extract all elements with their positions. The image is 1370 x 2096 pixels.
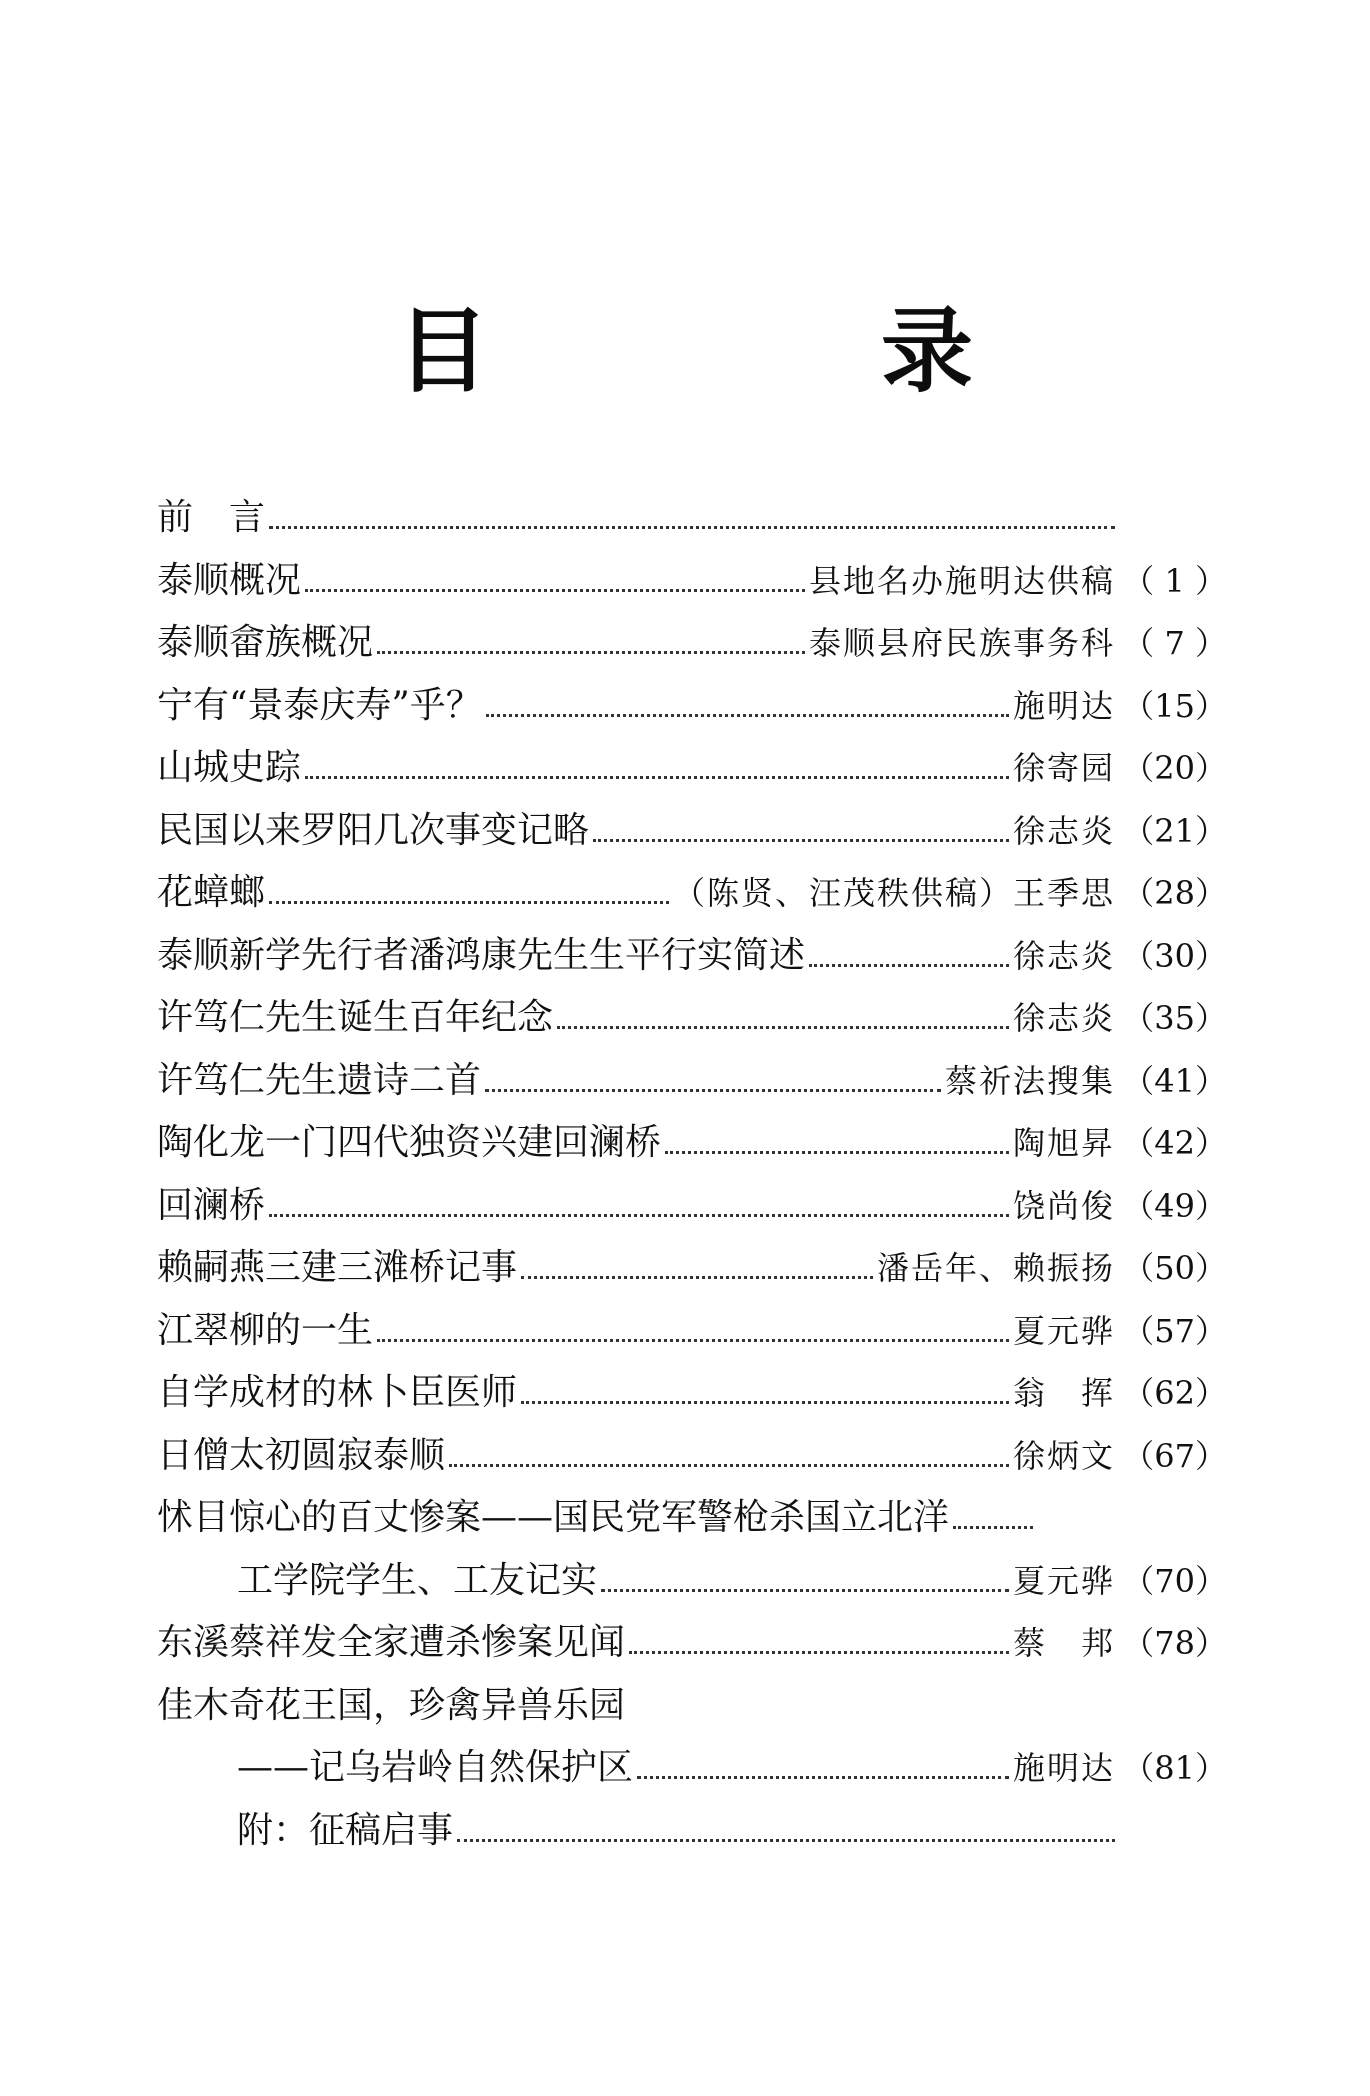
toc-entry-page: （30） bbox=[1122, 936, 1227, 975]
toc-entry-title: 回澜桥 bbox=[157, 1184, 266, 1226]
dot-leader bbox=[305, 776, 1009, 779]
toc-entry-title: 陶化龙一门四代独资兴建回澜桥 bbox=[157, 1122, 662, 1163]
dot-leader bbox=[665, 1151, 1009, 1154]
toc-entry-page: （15） bbox=[1122, 686, 1227, 725]
toc-entry-author: 蔡 邦 bbox=[1012, 1624, 1115, 1662]
toc-entry bbox=[157, 1237, 1227, 1300]
toc-entry-page: （42） bbox=[1122, 1124, 1227, 1162]
dot-leader bbox=[593, 839, 1009, 842]
toc-entry-page: （50） bbox=[1122, 1249, 1227, 1287]
toc-entry-page: （49） bbox=[1122, 1186, 1227, 1225]
toc-entry bbox=[157, 1737, 1227, 1800]
dot-leader bbox=[601, 1589, 1009, 1592]
toc-entry bbox=[157, 925, 1227, 988]
toc-entry-page: （57） bbox=[1122, 1311, 1227, 1350]
dot-leader bbox=[637, 1776, 1009, 1779]
dot-leader bbox=[449, 1464, 1009, 1467]
toc-entry-page: （41） bbox=[1122, 1061, 1227, 1100]
dot-leader bbox=[269, 901, 669, 904]
toc-entry bbox=[157, 675, 1227, 738]
toc-entry-title: 自学成材的林卜臣医师 bbox=[157, 1372, 518, 1413]
toc-entry-author: 饶尚俊 bbox=[1012, 1186, 1115, 1225]
toc-entry bbox=[157, 550, 1227, 613]
toc-entry-author: 夏元骅 bbox=[1012, 1311, 1115, 1350]
toc-entry bbox=[157, 1487, 1227, 1550]
toc-entry-author: 徐志炎 bbox=[1012, 999, 1115, 1037]
toc-entry-author: 泰顺县府民族事务科 bbox=[808, 624, 1115, 662]
toc-entry-title: 泰顺新学先行者潘鸿康先生生平行实简述 bbox=[157, 934, 806, 976]
toc-entry-page: （70） bbox=[1122, 1561, 1227, 1600]
toc-entry-author: 徐炳文 bbox=[1012, 1436, 1115, 1475]
toc-entry-author: （陈贤、汪茂秩供稿）王季思 bbox=[672, 874, 1115, 912]
toc-entry bbox=[157, 1050, 1227, 1113]
toc-entry bbox=[157, 1800, 1227, 1863]
dot-leader bbox=[377, 651, 805, 654]
toc-entry bbox=[157, 1300, 1227, 1363]
toc-entry-author: 夏元骅 bbox=[1012, 1561, 1115, 1600]
toc-entry bbox=[157, 1362, 1227, 1425]
toc-entry bbox=[157, 1612, 1227, 1675]
dot-leader bbox=[457, 1839, 1115, 1842]
table-of-contents bbox=[157, 487, 1227, 1862]
toc-entry-page: （67） bbox=[1122, 1436, 1227, 1475]
toc-entry-title: 日僧太初圆寂泰顺 bbox=[157, 1434, 446, 1476]
toc-entry bbox=[157, 1675, 1227, 1738]
toc-entry-author: 徐寄园 bbox=[1012, 749, 1115, 787]
toc-entry bbox=[157, 987, 1227, 1050]
toc-entry-author: 徐志炎 bbox=[1012, 811, 1115, 850]
dot-leader bbox=[269, 1214, 1009, 1217]
toc-entry-title: 山城史踪 bbox=[157, 747, 302, 788]
toc-entry bbox=[157, 1112, 1227, 1175]
toc-entry bbox=[157, 862, 1227, 925]
toc-entry-author: 徐志炎 bbox=[1012, 936, 1115, 975]
dot-leader bbox=[521, 1401, 1009, 1404]
toc-entry-title: 怵目惊心的百丈惨案——国民党军警枪杀国立北洋 bbox=[157, 1497, 950, 1538]
toc-entry-author: 翁 挥 bbox=[1012, 1374, 1115, 1412]
dot-leader bbox=[485, 1089, 941, 1092]
toc-entry-page: （78） bbox=[1122, 1624, 1227, 1662]
dot-leader bbox=[377, 1339, 1009, 1342]
toc-entry-title: 许笃仁先生诞生百年纪念 bbox=[157, 997, 554, 1038]
dot-leader bbox=[809, 964, 1009, 967]
toc-entry-author: 县地名办施明达供稿 bbox=[808, 561, 1115, 600]
toc-entry-author: 陶旭昇 bbox=[1012, 1124, 1115, 1162]
dot-leader bbox=[557, 1026, 1009, 1029]
toc-entry-title: 前 言 bbox=[157, 497, 266, 538]
toc-entry-page: （35） bbox=[1122, 999, 1227, 1037]
toc-entry bbox=[157, 1550, 1227, 1613]
toc-entry-page: （28） bbox=[1122, 874, 1227, 912]
toc-entry bbox=[157, 737, 1227, 800]
toc-entry-author: 施明达 bbox=[1012, 686, 1115, 725]
toc-entry-page: （ 1 ） bbox=[1122, 561, 1227, 600]
dot-leader bbox=[305, 589, 805, 592]
dot-leader bbox=[521, 1276, 873, 1279]
toc-entry-page: （20） bbox=[1122, 749, 1227, 787]
toc-entry-page: （ 7 ） bbox=[1122, 624, 1227, 662]
dot-leader bbox=[953, 1526, 1033, 1529]
dot-leader bbox=[629, 1651, 1009, 1654]
toc-entry-title: 民国以来罗阳几次事变记略 bbox=[157, 809, 590, 851]
toc-entry-title: ——记乌岩岭自然保护区 bbox=[237, 1747, 634, 1788]
toc-entry-title: 东溪蔡祥发全家遭杀惨案见闻 bbox=[157, 1622, 626, 1663]
toc-entry-title: 泰顺畲族概况 bbox=[157, 622, 374, 663]
toc-entry-title: 宁有“景泰庆寿”乎？ bbox=[157, 684, 482, 726]
toc-entry-page: （62） bbox=[1122, 1374, 1227, 1412]
toc-entry-author: 蔡祈法搜集 bbox=[944, 1061, 1115, 1100]
toc-entry bbox=[157, 1175, 1227, 1238]
toc-entry bbox=[157, 612, 1227, 675]
toc-entry-title: 泰顺概况 bbox=[157, 559, 302, 601]
toc-entry-title: 工学院学生、工友记实 bbox=[237, 1559, 598, 1601]
toc-entry-title: 佳木奇花王国，珍禽异兽乐园 bbox=[157, 1684, 626, 1726]
dot-leader bbox=[486, 714, 1009, 717]
toc-entry-title: 赖嗣燕三建三滩桥记事 bbox=[157, 1247, 518, 1288]
toc-entry-page: （81） bbox=[1122, 1749, 1227, 1787]
toc-entry bbox=[157, 1425, 1227, 1488]
toc-entry-title: 许笃仁先生遗诗二首 bbox=[157, 1059, 482, 1101]
toc-entry-title: 附：征稿启事 bbox=[237, 1809, 454, 1851]
toc-entry-title: 花蟑螂 bbox=[157, 872, 266, 913]
toc-entry-author: 施明达 bbox=[1012, 1749, 1115, 1787]
dot-leader bbox=[269, 526, 1115, 529]
toc-entry-title: 江翠柳的一生 bbox=[157, 1309, 374, 1351]
toc-entry bbox=[157, 487, 1227, 550]
page-title: 目 录 bbox=[396, 297, 1123, 405]
toc-entry bbox=[157, 800, 1227, 863]
toc-entry-page: （21） bbox=[1122, 811, 1227, 850]
toc-entry-author: 潘岳年、赖振扬 bbox=[876, 1249, 1115, 1287]
